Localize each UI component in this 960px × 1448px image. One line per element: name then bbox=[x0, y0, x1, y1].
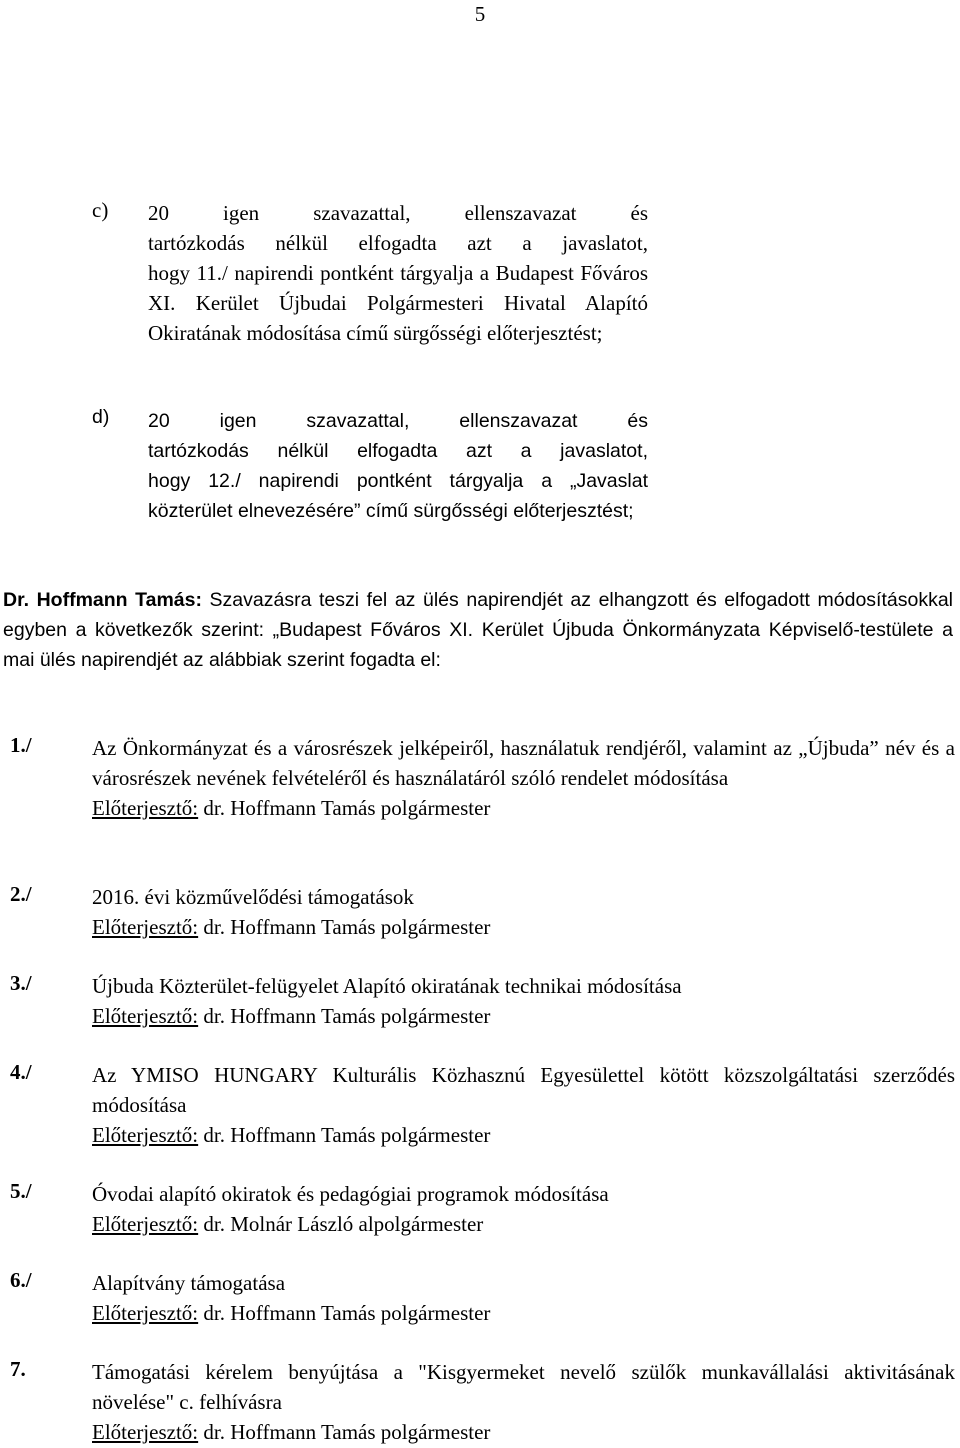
agenda-number: 5./ bbox=[10, 1179, 32, 1203]
voting-item-c bbox=[92, 198, 648, 348]
agenda-title: Az Önkormányzat és a városrészek jelképeiről, használatuk rendjéről, valamint az „Újbuda” név és a városrészek nevének felvételéről és használatáról szóló rendelet módosítása bbox=[92, 736, 955, 790]
agenda-item-2 bbox=[10, 882, 955, 942]
agenda-number: 7. bbox=[10, 1357, 26, 1381]
presenter-line bbox=[92, 912, 955, 942]
agenda-item-7 bbox=[10, 1357, 955, 1447]
presenter-line bbox=[92, 1001, 955, 1031]
presenter-label: Előterjesztő: bbox=[92, 796, 199, 820]
presenter-name: dr. Molnár László alpolgármester bbox=[198, 1212, 484, 1236]
presenter-label: Előterjesztő: bbox=[92, 915, 199, 939]
agenda-item-1 bbox=[10, 733, 955, 823]
agenda-title: Óvodai alapító okiratok és pedagógiai programok módosítása bbox=[92, 1182, 609, 1206]
agenda-title: Támogatási kérelem benyújtása a "Kisgyermeket nevelő szülők munkavállalási aktivitásának növelése" c. felhívásra bbox=[92, 1360, 955, 1414]
presenter-label: Előterjesztő: bbox=[92, 1301, 199, 1325]
voting-item-text bbox=[148, 406, 648, 526]
agenda-number: 2./ bbox=[10, 882, 32, 906]
agenda-item-6 bbox=[10, 1268, 955, 1328]
item-letter: c) bbox=[92, 198, 109, 222]
agenda-title: Az YMISO HUNGARY Kulturális Közhasznú Egyesülettel kötött közszolgáltatási szerződés módosítása bbox=[92, 1063, 955, 1117]
voting-line: 20 igen szavazattal, ellenszavazat és bbox=[148, 201, 648, 225]
presenter-label: Előterjesztő: bbox=[92, 1212, 199, 1236]
chairman-statement bbox=[3, 585, 953, 675]
presenter-label: Előterjesztő: bbox=[92, 1004, 199, 1028]
presenter-line bbox=[92, 1209, 955, 1239]
presenter-name: dr. Hoffmann Tamás polgármester bbox=[198, 796, 491, 820]
agenda-number: 4./ bbox=[10, 1060, 32, 1084]
statement-text: Szavazásra teszi fel az ülés napirendjét az elhangzott és elfogadott módosításokkal egyben a következők szerint: „Budapest Főváros XI. Kerület Újbuda Önkormányzata Képviselő-testülete a mai ülés napirendjét az alábbiak szerint fogadta el: bbox=[3, 589, 954, 671]
voting-line: 20 igen szavazattal, ellenszavazat és bbox=[148, 410, 648, 432]
presenter-name: dr. Hoffmann Tamás polgármester bbox=[198, 1004, 491, 1028]
item-letter: d) bbox=[92, 406, 110, 428]
presenter-name: dr. Hoffmann Tamás polgármester bbox=[198, 915, 491, 939]
presenter-name: dr. Hoffmann Tamás polgármester bbox=[198, 1123, 491, 1147]
page-number: 5 bbox=[474, 2, 486, 26]
presenter-line bbox=[92, 1120, 955, 1150]
agenda-item-3 bbox=[10, 971, 955, 1031]
agenda-number: 6./ bbox=[10, 1268, 32, 1292]
agenda-number: 1./ bbox=[10, 733, 32, 757]
voting-item-d bbox=[92, 406, 648, 526]
presenter-line bbox=[92, 793, 955, 823]
agenda-number: 3./ bbox=[10, 971, 32, 995]
agenda-title: Újbuda Közterület-felügyelet Alapító okiratának technikai módosítása bbox=[92, 974, 682, 998]
presenter-line bbox=[92, 1417, 955, 1447]
presenter-name: dr. Hoffmann Tamás polgármester bbox=[198, 1301, 491, 1325]
voting-rest: hogy 11./ napirendi pontként tárgyalja a Budapest Főváros XI. Kerület Újbudai Polgármesteri Hivatal Alapító Okiratának módosítása című sürgősségi előterjesztést; bbox=[148, 261, 648, 345]
agenda-title: Alapítvány támogatása bbox=[92, 1271, 286, 1295]
presenter-label: Előterjesztő: bbox=[92, 1420, 199, 1444]
voting-rest: hogy 12./ napirendi pontként tárgyalja a „Javaslat közterület elnevezésére” című sürgősségi előterjesztést; bbox=[148, 470, 648, 522]
agenda-title: 2016. évi közművelődési támogatások bbox=[92, 885, 414, 909]
speaker-name: Dr. Hoffmann Tamás: bbox=[3, 589, 202, 611]
voting-item-text bbox=[148, 198, 648, 348]
presenter-name: dr. Hoffmann Tamás polgármester bbox=[198, 1420, 491, 1444]
voting-line: tartózkodás nélkül elfogadta azt a javaslatot, bbox=[148, 231, 648, 255]
presenter-line bbox=[92, 1298, 955, 1328]
presenter-label: Előterjesztő: bbox=[92, 1123, 199, 1147]
voting-line: tartózkodás nélkül elfogadta azt a javaslatot, bbox=[148, 440, 648, 462]
agenda-item-5 bbox=[10, 1179, 955, 1239]
agenda-item-4 bbox=[10, 1060, 955, 1150]
